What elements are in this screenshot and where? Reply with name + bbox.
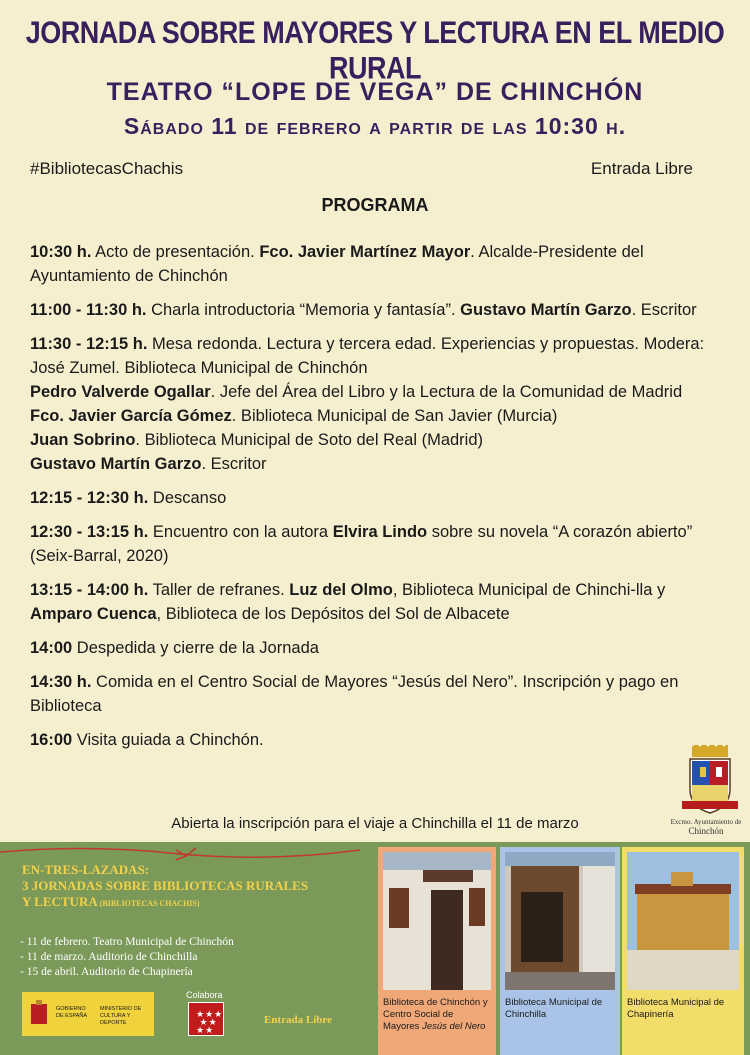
green-panel-title: EN-TRES-LAZADAS: 3 JORNADAS SOBRE BIBLIOTECAS RURALES Y LECTURA (BIBLIOTECAS CHACHIS) [22,862,309,909]
chinchon-library-photo [383,852,491,990]
program-item: 10:30 h. Acto de presentación. Fco. Javier Martínez Mayor. Alcalde-Presidente del Ayuntamiento de Chinchón [30,243,644,285]
program-item: 16:00 Visita guiada a Chinchón. [30,731,264,749]
program-item: 13:15 - 14:00 h. Taller de refranes. Luz del Olmo, Biblioteca Municipal de Chinchi-lla y Amparo Cuenca, Biblioteca de los Depósitos del Sol de Albacete [30,581,666,623]
program-item: 11:30 - 12:15 h. Mesa redonda. Lectura y tercera edad. Experiencias y propuestas. Modera: José Zumel. Biblioteca Municipal de Chinchón [30,335,705,377]
entrada-libre-panel: Entrada Libre [264,1014,332,1026]
comunidad-madrid-logo-icon: ★★★ ★★ ★★ [188,1002,224,1036]
programa-heading: PROGRAMA [321,195,429,215]
chapineria-library-photo [627,852,739,990]
program-item: 14:30 h. Comida en el Centro Social de Mayores “Jesús del Nero”. Inscripción y pago en Biblioteca [30,673,679,715]
page-title: JORNADA SOBRE MAYORES Y LECTURA EN EL MEDIO RURAL [25,15,725,86]
venue-line: TEATRO “LOPE DE VEGA” DE CHINCHÓN [106,78,644,106]
program-list [30,240,720,762]
entrada-libre-top: Entrada Libre [590,159,693,178]
photo-caption: Biblioteca Municipal de Chapinería [627,997,725,1020]
jornadas-dates: - 11 de febrero. Teatro Municipal de Chinchón - 11 de marzo. Auditorio de Chinchilla - 15 de abril. Auditorio de Chapinería [20,936,234,978]
photo-card-chapineria [622,847,744,1055]
chinchilla-library-photo [505,852,615,990]
photo-card-chinchilla [500,847,620,1055]
spain-shield-icon [28,1000,50,1028]
program-participant: Juan Sobrino. Biblioteca Municipal de Soto del Real (Madrid) [30,431,484,449]
escudo-caption: Excmo. Ayuntamiento de Chinchón [670,818,742,836]
program-item: 11:00 - 11:30 h. Charla introductoria “Memoria y fantasía”. Gustavo Martín Garzo. Escritor [30,301,697,319]
hashtag: #BibliotecasChachis [30,159,184,178]
program-participant: Gustavo Martín Garzo. Escritor [30,455,267,473]
colabora-label: Colabora [186,990,223,1000]
program-item: 12:30 - 13:15 h. Encuentro con la autora Elvira Lindo sobre su novela “A corazón abierto” (Seix-Barral, 2020) [30,523,693,565]
photo-caption: Biblioteca de Chinchón y Centro Social de Mayores Jesús del Nero [383,997,488,1032]
photo-card-chinchon [378,847,496,1055]
chinchilla-registration-note: Abierta la inscripción para el viaje a Chinchilla el 11 de marzo [171,815,579,832]
date-line: Sábado 11 de febrero a partir de las 10:30 h. [123,113,627,139]
program-participant: Pedro Valverde Ogallar. Jefe del Área del Libro y la Lectura de la Comunidad de Madrid [30,383,683,401]
program-participant: Fco. Javier García Gómez. Biblioteca Municipal de San Javier (Murcia) [30,407,558,425]
ministerio-cultura-logo: GOBIERNO DE ESPAÑA MINISTERIO DE CULTURA Y DEPORTE [22,992,154,1036]
program-item: 14:00 Despedida y cierre de la Jornada [30,639,319,657]
program-item: 12:15 - 12:30 h. Descanso [30,489,227,507]
chinchon-coat-of-arms-icon [682,745,738,815]
photo-caption: Biblioteca Municipal de Chinchilla [505,997,603,1020]
